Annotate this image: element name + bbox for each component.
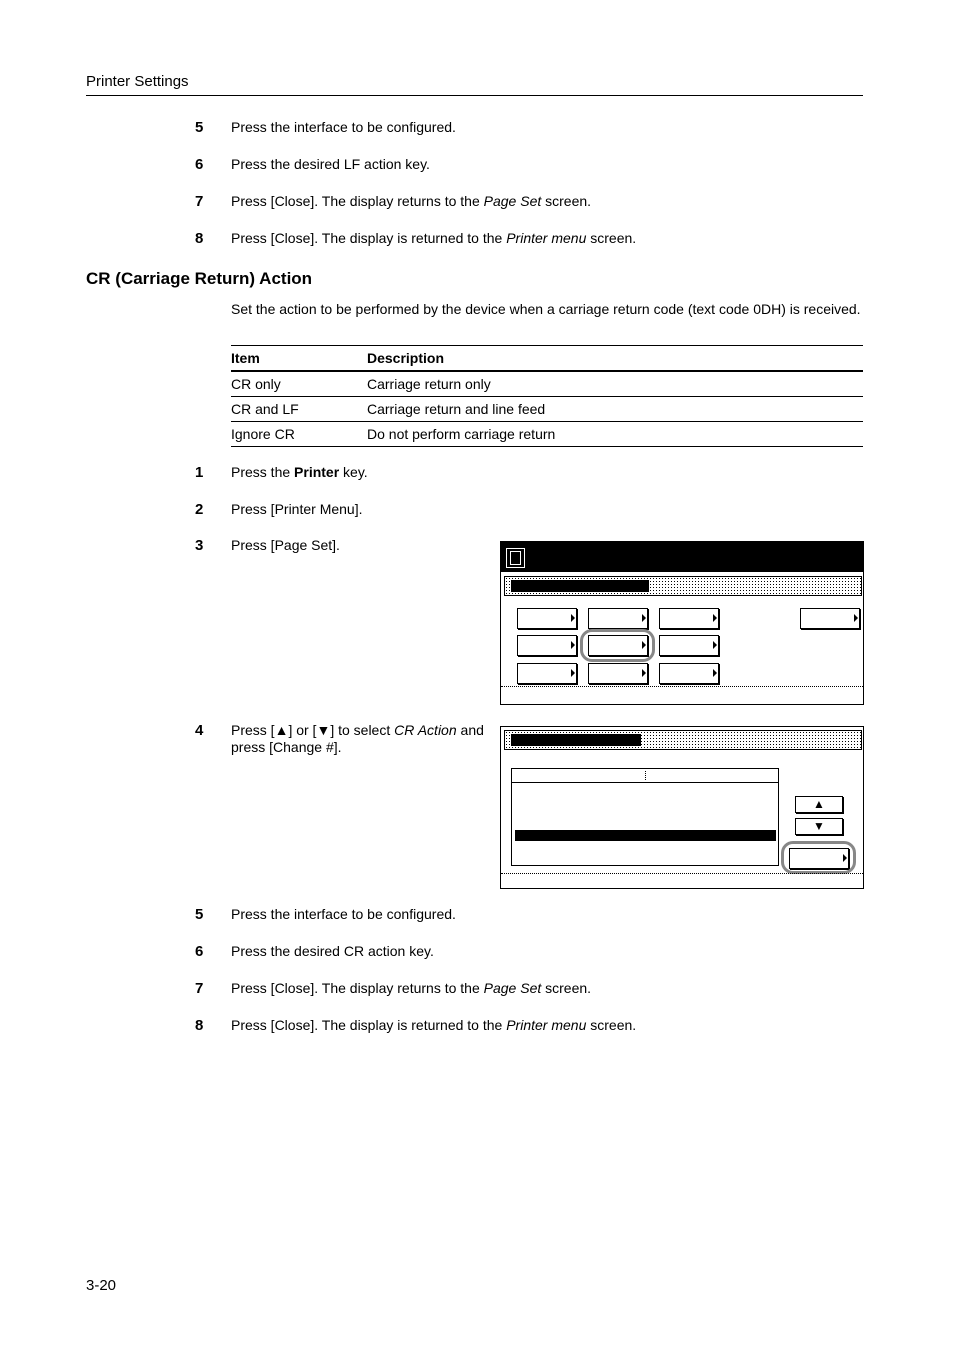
section-intro: Set the action to be performed by the device when a carriage return code (text code 0DH) is received. <box>231 301 861 317</box>
table-cell: Do not perform carriage return <box>367 422 863 447</box>
step-number: 7 <box>195 980 204 997</box>
step-text: Press the interface to be configured. <box>231 906 456 922</box>
highlight-circle <box>781 841 856 874</box>
step-number: 1 <box>195 464 204 481</box>
step-number: 4 <box>195 722 204 739</box>
screen-tab-label <box>511 580 649 592</box>
settings-list[interactable] <box>511 768 779 866</box>
table-cell: Carriage return and line feed <box>367 397 863 422</box>
column-header: Description <box>367 346 863 372</box>
screen-tab-strip <box>504 730 862 750</box>
page-set-list-screen-illustration <box>500 726 864 889</box>
table-row <box>231 397 863 422</box>
step-number: 5 <box>195 119 204 136</box>
column-divider <box>645 771 646 780</box>
selected-row-cr-action[interactable] <box>515 830 776 841</box>
step-text: Press the interface to be configured. <box>231 119 456 135</box>
step-number: 3 <box>195 537 204 554</box>
setting-key[interactable] <box>517 663 577 684</box>
step-number: 7 <box>195 193 204 210</box>
table-cell: CR only <box>231 371 367 397</box>
table-row <box>231 371 863 397</box>
down-arrow-key[interactable]: ▼ <box>795 818 843 835</box>
step-text: Press [Close]. The display returns to the Page Set screen. <box>231 980 592 996</box>
step-text: Press the desired CR action key. <box>231 943 434 959</box>
section-title: CR (Carriage Return) Action <box>86 269 313 288</box>
step-number: 8 <box>195 1017 204 1034</box>
running-header: Printer Settings <box>86 73 189 90</box>
screen-tab-strip <box>504 576 862 596</box>
step-number: 2 <box>195 501 204 518</box>
item-table <box>231 345 863 447</box>
highlight-circle <box>580 629 655 662</box>
step-text: Press [▲] or [▼] to select CR Action and press [Change #]. <box>231 722 484 755</box>
table-cell: Carriage return only <box>367 371 863 397</box>
step-text: Press the desired LF action key. <box>231 156 430 172</box>
step-text: Press the Printer key. <box>231 464 368 480</box>
step-number: 5 <box>195 906 204 923</box>
table-cell: Ignore CR <box>231 422 367 447</box>
status-line <box>501 873 863 874</box>
setting-key[interactable] <box>659 663 719 684</box>
screen-title-bar <box>501 542 863 572</box>
step-number: 6 <box>195 943 204 960</box>
setting-key[interactable] <box>588 608 648 629</box>
step-text: Press [Page Set]. <box>231 537 340 553</box>
printer-mode-icon <box>506 548 525 568</box>
step-text: Press [Close]. The display is returned to the Printer menu screen. <box>231 1017 637 1033</box>
list-header-rule <box>512 782 778 783</box>
setting-key[interactable] <box>517 608 577 629</box>
screen-tab-label <box>511 734 641 746</box>
header-rule <box>86 95 863 96</box>
step-text: Press [Printer Menu]. <box>231 501 363 517</box>
table-cell: CR and LF <box>231 397 367 422</box>
setting-key[interactable] <box>659 608 719 629</box>
step-number: 6 <box>195 156 204 173</box>
step-text: Press [Close]. The display returns to the Page Set screen. <box>231 193 592 209</box>
step-text: Press [Close]. The display is returned to the Printer menu screen. <box>231 230 637 246</box>
setting-key[interactable] <box>517 635 577 656</box>
table-header-row <box>231 346 863 372</box>
status-line <box>501 686 863 687</box>
column-header: Item <box>231 346 367 372</box>
setting-key[interactable] <box>588 663 648 684</box>
page-set-screen-illustration <box>500 541 864 705</box>
step-number: 8 <box>195 230 204 247</box>
table-row <box>231 422 863 447</box>
setting-key[interactable] <box>659 635 719 656</box>
up-arrow-key[interactable]: ▲ <box>795 796 843 813</box>
close-key[interactable] <box>800 608 860 629</box>
page-number: 3-20 <box>86 1277 117 1294</box>
